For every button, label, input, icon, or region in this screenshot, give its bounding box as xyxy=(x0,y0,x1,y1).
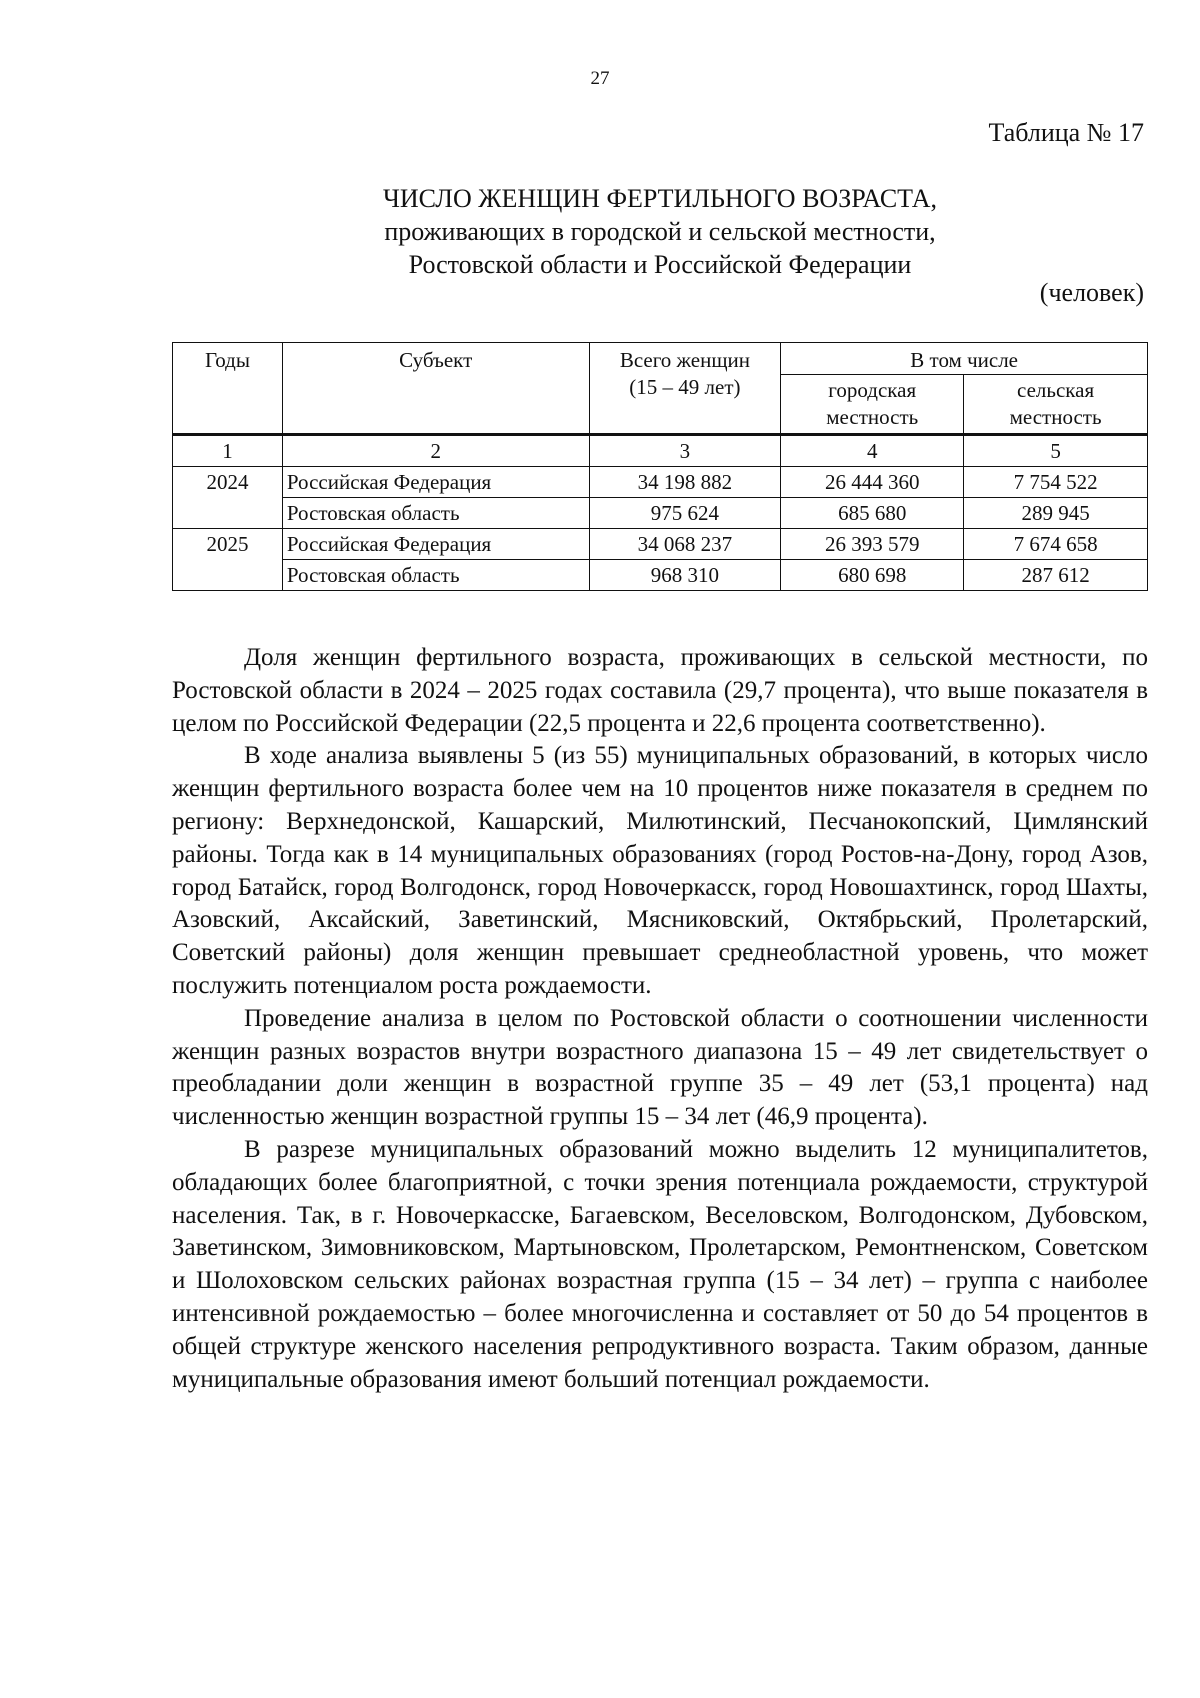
year-cell: 2025 xyxy=(173,529,283,591)
title-line-1: ЧИСЛО ЖЕНЩИН ФЕРТИЛЬНОГО ВОЗРАСТА, xyxy=(382,184,938,213)
rural-cell: 7 754 522 xyxy=(964,467,1148,498)
urban-cell: 26 444 360 xyxy=(781,467,964,498)
subject-cell: Ростовская область xyxy=(282,560,589,591)
rural-cell: 7 674 658 xyxy=(964,529,1148,560)
header-total xyxy=(589,343,781,435)
units-label: (человек) xyxy=(1039,278,1144,307)
total-cell: 34 068 237 xyxy=(589,529,781,560)
subject-cell: Российская Федерация xyxy=(282,529,589,560)
total-cell: 34 198 882 xyxy=(589,467,781,498)
table-row xyxy=(173,560,1148,591)
urban-cell: 26 393 579 xyxy=(781,529,964,560)
page-number: 27 xyxy=(590,68,610,89)
table-title xyxy=(0,182,1200,281)
fertile-women-table xyxy=(172,342,1148,591)
column-number: 2 xyxy=(282,435,589,467)
column-number: 3 xyxy=(589,435,781,467)
subject-cell: Ростовская область xyxy=(282,498,589,529)
total-cell: 975 624 xyxy=(589,498,781,529)
paragraph-4: В разрезе муниципальных образований можно выделить 12 муниципалитетов, обладающих более благоприятной, с точки зрения потенциала рождаемости, структурой населения. Так, в г. Новочеркасске, Багаевском, Веселовском, Волгодонском, Дубовском, Заветинском, Зимовниковском, Мартыновском, Пролетарском, Ремонтненском, Советском и Шолоховском сельских районах возрастная группа (15 – 34 лет) – группа с наиболее интенсивной рождаемостью – более многочисленна и составляет от 50 до 54 процентов в общей структуре женского населения репродуктивного возраста. Таким образом, данные муниципальные образования имеют больший потенциал рождаемости. xyxy=(172,1135,1148,1393)
header-subject: Субъект xyxy=(282,343,589,435)
title-line-2: проживающих в городской и сельской местности, xyxy=(384,217,936,246)
header-rural-line-1: сельская xyxy=(1017,378,1095,402)
table-row xyxy=(173,498,1148,529)
header-years: Годы xyxy=(173,343,283,435)
body-text xyxy=(172,642,1148,1396)
column-number: 5 xyxy=(964,435,1148,467)
paragraph-3: Проведение анализа в целом по Ростовской области о соотношении численности женщин разных возрастов внутри возрастного диапазона 15 – 49 лет свидетельствует о преобладании доли женщин в возрастной группе 35 – 49 лет (53,1 процента) над численностью женщин возрастной группы 15 – 34 лет (46,9 процента). xyxy=(172,1004,1148,1131)
subject-cell: Российская Федерация xyxy=(282,467,589,498)
paragraph-2: В ходе анализа выявлены 5 (из 55) муниципальных образований, в которых число женщин фертильного возраста более чем на 10 процентов ниже показателя в среднем по региону: Верхнедонской, Кашарский, Милютинский, Песчанокопский, Цимлянский районы. Тогда как в 14 муниципальных образованиях (город Ростов-на-Дону, город Азов, город Батайск, город Волгодонск, город Новочеркасск, город Новошахтинск, город Шахты, Азовский, Аксайский, Заветинский, Мясниковский, Октябрьский, Пролетарский, Советский районы) доля женщин превышает среднеобластной уровень, что может послужить потенциалом роста рождаемости. xyxy=(172,742,1148,999)
header-including: В том числе xyxy=(781,343,1148,375)
header-total-line-1: Всего женщин xyxy=(619,348,750,372)
title-line-3: Ростовской области и Российской Федерации xyxy=(408,250,912,279)
paragraph-1: Доля женщин фертильного возраста, проживающих в сельской местности, по Ростовской области в 2024 – 2025 годах составила (29,7 процента), что выше показателя в целом по Российской Федерации (22,5 процента и 22,6 процента соответственно). xyxy=(172,644,1148,737)
table-row xyxy=(173,467,1148,498)
header-urban xyxy=(781,375,964,435)
column-number: 1 xyxy=(173,435,283,467)
column-number: 4 xyxy=(781,435,964,467)
column-number-row xyxy=(173,435,1148,467)
rural-cell: 289 945 xyxy=(964,498,1148,529)
header-total-line-2: (15 – 49 лет) xyxy=(629,375,741,399)
table-row xyxy=(173,529,1148,560)
header-urban-line-1: городская xyxy=(828,378,917,402)
header-rural xyxy=(964,375,1148,435)
rural-cell: 287 612 xyxy=(964,560,1148,591)
year-cell: 2024 xyxy=(173,467,283,529)
urban-cell: 680 698 xyxy=(781,560,964,591)
urban-cell: 685 680 xyxy=(781,498,964,529)
header-rural-line-2: местность xyxy=(1009,405,1102,429)
total-cell: 968 310 xyxy=(589,560,781,591)
header-urban-line-2: местность xyxy=(826,405,919,429)
table-label: Таблица № 17 xyxy=(988,118,1144,147)
